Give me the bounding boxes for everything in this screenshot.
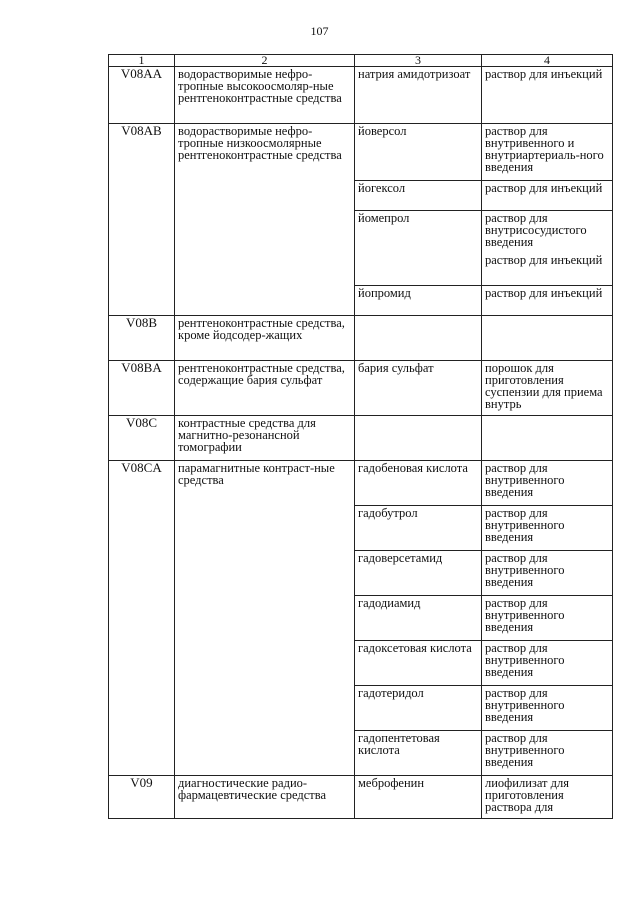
column-header-1: 1 (109, 55, 175, 67)
atc-code-cell: V08B (109, 316, 175, 361)
dosage-form-text: раствор для внутривенного и внутриартериаль-ного введения (485, 124, 604, 174)
atc-code-cell: V08C (109, 416, 175, 461)
dosage-form-text: раствор для инъекций (485, 181, 603, 195)
substance-cell: гадоверсетамид (355, 551, 482, 596)
pharmacological-group-cell: водорастворимые нефро-тропные низкоосмолярные рентгеноконтрастные средства (175, 124, 355, 316)
substance-cell (355, 416, 482, 461)
dosage-form-text: раствор для внутривенного введения (485, 641, 565, 679)
table-row (109, 461, 613, 506)
dosage-form-text: раствор для внутривенного введения (485, 686, 565, 724)
substance-cell: бария сульфат (355, 361, 482, 416)
substance-cell: гадопентетовая кислота (355, 731, 482, 776)
pharmacological-group-cell: диагностические радио-фармацевтические средства (175, 776, 355, 819)
dosage-form-text: раствор для внутривенного введения (485, 551, 565, 589)
dosage-form-cell (482, 686, 613, 731)
table-row (109, 416, 613, 461)
dosage-form-text: порошок для приготовления суспензии для приема внутрь (485, 361, 603, 411)
substance-cell: гадобеновая кислота (355, 461, 482, 506)
table-row (109, 361, 613, 416)
table-body (109, 67, 613, 819)
drug-classification-table (108, 54, 613, 819)
table-header-row (109, 55, 613, 67)
column-header-2: 2 (175, 55, 355, 67)
substance-cell: гадодиамид (355, 596, 482, 641)
dosage-form-cell (482, 211, 613, 286)
atc-code-cell: V09 (109, 776, 175, 819)
table-row (109, 67, 613, 124)
pharmacological-group-cell: контрастные средства для магнитно-резонансной томографии (175, 416, 355, 461)
dosage-form-text: раствор для внутривенного введения (485, 461, 565, 499)
substance-cell: йомепрол (355, 211, 482, 286)
dosage-form-text: раствор для внутривенного введения (485, 506, 565, 544)
dosage-form-text: раствор для инъекций (485, 253, 603, 267)
dosage-form-cell (482, 181, 613, 211)
dosage-form-cell (482, 361, 613, 416)
substance-cell: йоверсол (355, 124, 482, 181)
page-number: 107 (310, 24, 329, 38)
pharmacological-group-cell: парамагнитные контраст-ные средства (175, 461, 355, 776)
table-row (109, 316, 613, 361)
dosage-form-text: раствор для внутривенного введения (485, 596, 565, 634)
dosage-form-cell (482, 596, 613, 641)
dosage-form-text: раствор для внутривенного введения (485, 731, 565, 769)
pharmacological-group-cell: водорастворимые нефро-тропные высокоосмоляр-ные рентгеноконтрастные средства (175, 67, 355, 124)
pharmacological-group-cell: рентгеноконтрастные средства, содержащие бария сульфат (175, 361, 355, 416)
substance-cell: меброфенин (355, 776, 482, 819)
dosage-form-cell (482, 461, 613, 506)
atc-code-cell: V08BA (109, 361, 175, 416)
dosage-form-cell (482, 551, 613, 596)
dosage-form-cell (482, 286, 613, 316)
substance-cell (355, 316, 482, 361)
dosage-form-cell (482, 416, 613, 461)
atc-code-cell: V08AB (109, 124, 175, 316)
dosage-form-cell (482, 316, 613, 361)
substance-cell: гадотеридол (355, 686, 482, 731)
dosage-form-cell (482, 776, 613, 819)
column-header-3: 3 (355, 55, 482, 67)
dosage-form-cell (482, 731, 613, 776)
dosage-form-cell (482, 641, 613, 686)
atc-code-cell: V08AA (109, 67, 175, 124)
substance-cell: натрия амидотризоат (355, 67, 482, 124)
dosage-form-text: раствор для инъекций (485, 67, 603, 81)
dosage-form-cell (482, 506, 613, 551)
pharmacological-group-cell: рентгеноконтрастные средства, кроме йодсодер-жащих (175, 316, 355, 361)
dosage-form-text: раствор для внутрисосудистого введения (485, 211, 587, 249)
dosage-form-text: раствор для инъекций (485, 286, 603, 300)
dosage-form-cell (482, 124, 613, 181)
column-header-4: 4 (482, 55, 613, 67)
substance-cell: йогексол (355, 181, 482, 211)
dosage-form-cell (482, 67, 613, 124)
atc-code-cell: V08CA (109, 461, 175, 776)
table-row (109, 124, 613, 181)
substance-cell: йопромид (355, 286, 482, 316)
table-row (109, 776, 613, 819)
dosage-form-text: лиофилизат для приготовления раствора для (485, 776, 569, 814)
substance-cell: гадоксетовая кислота (355, 641, 482, 686)
substance-cell: гадобутрол (355, 506, 482, 551)
